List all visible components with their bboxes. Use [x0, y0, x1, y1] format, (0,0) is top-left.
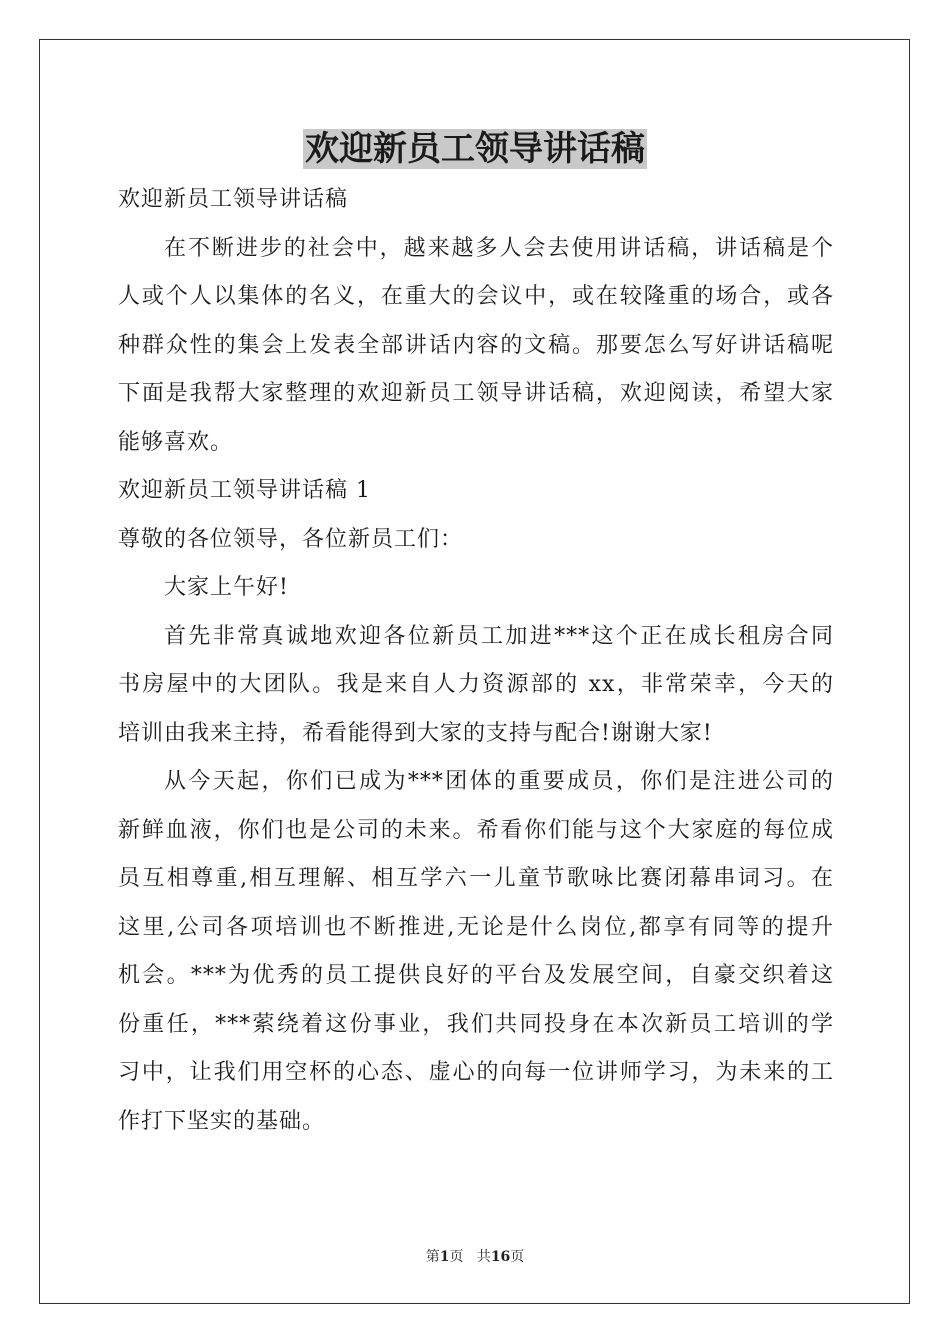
- paragraph-line: 从今天起，你们已成为***团体的重要成员，你们是注进公司的: [164, 769, 834, 794]
- page-suffix: 页: [449, 1249, 464, 1265]
- document-title: [0, 126, 950, 172]
- greeting-line: 大家上午好!: [164, 575, 289, 600]
- paragraph-line: 人或个人以集体的名义，在重大的会议中，或在较隆重的场合，或各: [118, 284, 834, 309]
- total-suffix: 页: [510, 1249, 525, 1265]
- paragraph-line: 份重任，***萦绕着这份事业，我们共同投身在本次新员工培训的学: [118, 1011, 834, 1037]
- paragraph-line: 习中，让我们用空杯的心态、虚心的向每一位讲师学习，为未来的工: [118, 1060, 834, 1085]
- paragraph-line: 员互相尊重,相互理解、相互学六一儿童节歌咏比赛闭幕串词习。在: [118, 866, 834, 891]
- document-title-text: 欢迎新员工领导讲话稿: [305, 129, 645, 169]
- paragraph-line: 能够喜欢。: [118, 429, 234, 455]
- paragraph-line: 书房屋中的大团队。我是来自人力资源部的 xx，非常荣幸，今天的: [118, 672, 834, 697]
- paragraph-line: 新鲜血液，你们也是公司的未来。希看你们能与这个大家庭的每位成: [118, 817, 834, 843]
- subtitle-line: 欢迎新员工领导讲话稿: [118, 187, 349, 212]
- page-number: 1: [439, 1249, 450, 1265]
- paragraph-line: 机会。***为优秀的员工提供良好的平台及发展空间，自豪交织着这: [118, 963, 834, 988]
- paragraph-line: 这里,公司各项培训也不断推进,无论是什么岗位,都享有同等的提升: [118, 914, 834, 940]
- page-footer: [0, 1247, 950, 1267]
- paragraph-line: 培训由我来主持，希看能得到大家的支持与配合!谢谢大家!: [118, 720, 713, 746]
- paragraph-line: 首先非常真诚地欢迎各位新员工加进***这个正在成长租房合同: [164, 623, 834, 649]
- document-body: [118, 176, 834, 1146]
- paragraph-line: 下面是我帮大家整理的欢迎新员工领导讲话稿，欢迎阅读，希望大家: [118, 381, 834, 406]
- page-prefix: 第: [425, 1249, 440, 1265]
- paragraph-line: 在不断进步的社会中，越来越多人会去使用讲话稿，讲话稿是个: [164, 235, 834, 261]
- paragraph-line: 作打下坚实的基础。: [118, 1108, 326, 1134]
- salutation-line: 尊敬的各位领导，各位新员工们：: [118, 526, 464, 552]
- total-prefix: 共: [476, 1249, 491, 1265]
- paragraph-line: 种群众性的集会上发表全部讲话内容的文稿。那要怎么写好讲话稿呢: [118, 332, 834, 358]
- total-pages: 16: [490, 1249, 511, 1265]
- section-heading: 欢迎新员工领导讲话稿 1: [118, 478, 371, 503]
